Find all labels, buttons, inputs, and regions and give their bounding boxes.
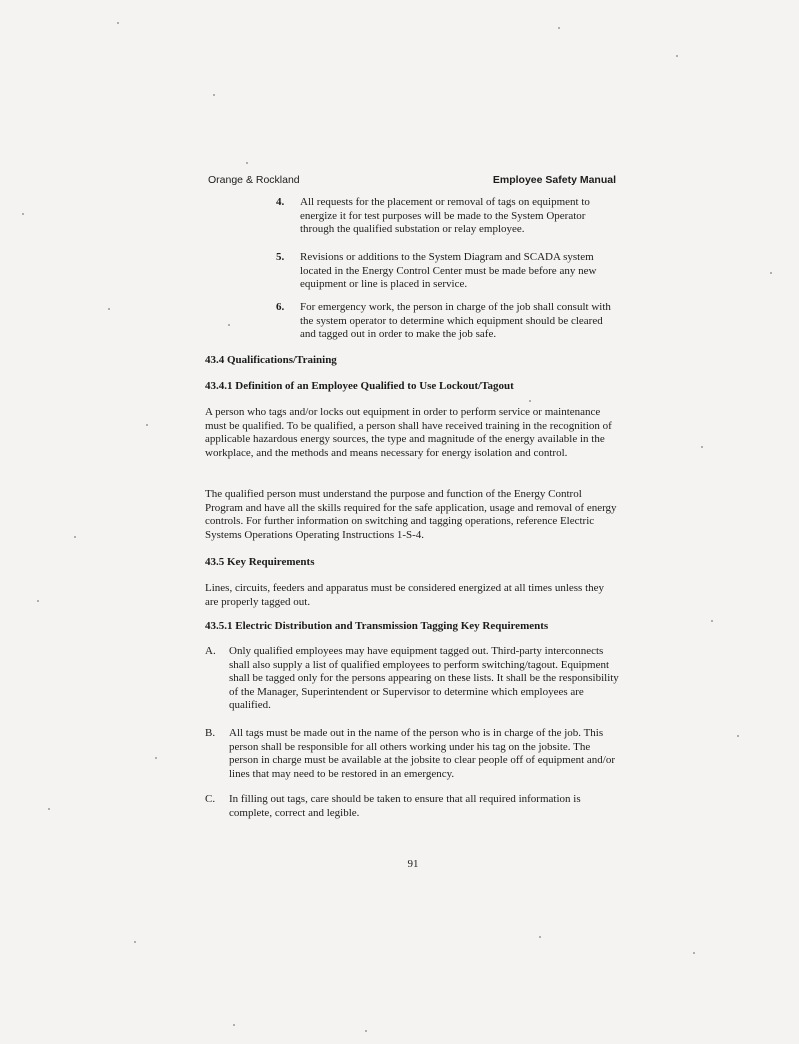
item-number: 5. (276, 251, 285, 263)
item-number: 6. (276, 301, 285, 313)
paragraph-qualified-definition: A person who tags and/or locks out equipment in order to perform service or maintenance must be qualified. To be qualified, a person shall have received training in the recognition of applicable hazardous energy sources, the type and magnitude of the energy available in the workplace, and the methods and means necessary for energy isolation and control. (205, 406, 612, 459)
section-heading-43-5-1: 43.5.1 Electric Distribution and Transmission Tagging Key Requirements (205, 620, 549, 632)
item-text: In filling out tags, care should be taken to ensure that all required information is complete, correct and legible. (229, 793, 581, 819)
item-letter: C. (205, 793, 216, 805)
item-text: All requests for the placement or removal of tags on equipment to energize it for test purposes will be made to the System Operator through the qualified substation or relay employee. (300, 196, 590, 236)
paragraph-qualified-person: The qualified person must understand the purpose and function of the Energy Control Program and have all the skills required for the safe application, usage and removal of energy controls. For further information on switching and tagging operations, reference Electric Systems Operations Operating Instructions 1-S-4. (205, 488, 617, 541)
section-heading-43-4: 43.4 Qualifications/Training (205, 354, 337, 366)
section-heading-43-4-1: 43.4.1 Definition of an Employee Qualified to Use Lockout/Tagout (205, 380, 514, 392)
item-letter: B. (205, 727, 216, 739)
item-letter: A. (205, 645, 216, 657)
section-heading-43-5: 43.5 Key Requirements (205, 556, 315, 568)
item-text: For emergency work, the person in charge of the job shall consult with the system operator to determine which equipment should be cleared and tagged out in order to make the job safe. (300, 301, 611, 341)
item-number: 4. (276, 196, 285, 208)
manual-title: Employee Safety Manual (492, 174, 616, 186)
paragraph-key-requirements: Lines, circuits, feeders and apparatus must be considered energized at all times unless they are properly tagged out. (205, 582, 605, 608)
item-text: All tags must be made out in the name of the person who is in charge of the job. This person shall be responsible for all others working under his tag on the jobsite. The person in charge must be available at the jobsite to clear people off of equipment and/or lines that may need to be restored in an emergency. (229, 727, 615, 780)
company-name: Orange & Rockland (208, 174, 300, 186)
page-number: 91 (407, 858, 419, 870)
page-header (208, 174, 616, 190)
item-text: Only qualified employees may have equipment tagged out. Third-party interconnects shall also supply a list of qualified employees to perform switching/tagout. Equipment shall be tagged only for the persons appearing on these lists. It shall be the responsibility of the Manager, Superintendent or Supervisor to determine which employees are qualified. (229, 645, 619, 712)
item-text: Revisions or additions to the System Diagram and SCADA system located in the Energy Control Center must be made before any new equipment or line is placed in service. (300, 251, 597, 291)
